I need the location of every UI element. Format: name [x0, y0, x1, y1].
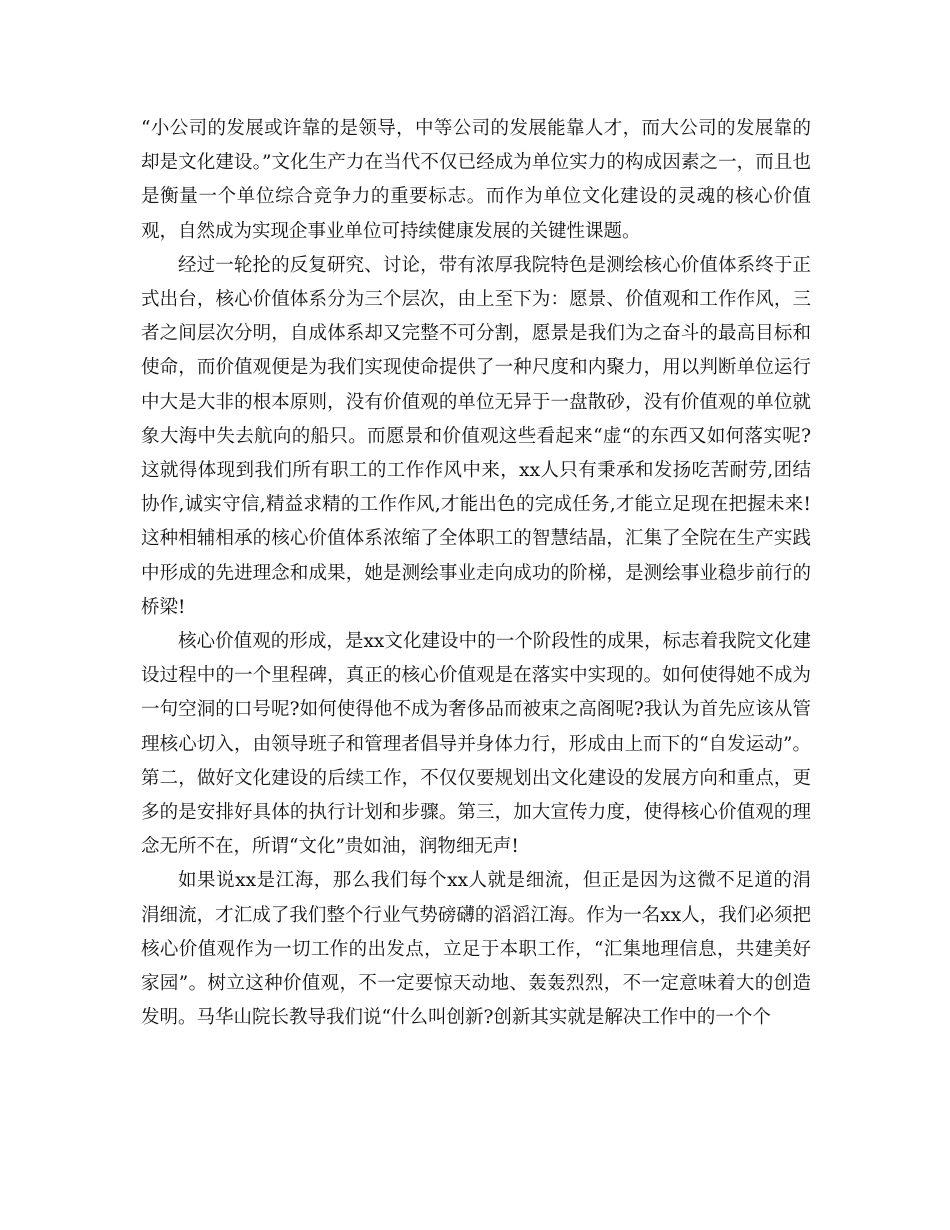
paragraph-1: “小公司的发展或许靠的是领导，中等公司的发展能靠人才，而大公司的发展靠的却是文化建设。”文化生产力在当代不仅已经成为单位实力的构成因素之一，而且也是衡量一个单位综合竞争力的重要标志。而作为单位文化建设的灵魂的核心价值观，自然成为实现企事业单位可持续健康发展的关键性课题。	[141, 118, 811, 242]
document-body	[141, 112, 811, 1035]
paragraph-4: 如果说xx是江海，那么我们每个xx人就是细流，但正是因为这微不足道的涓涓细流，才汇成了我们整个行业气势磅礴的滔滔江海。作为一名xx人，我们必须把核心价值观作为一切工作的出发点，立足于本职工作，“汇集地理信息，共建美好家园”。树立这种价值观，不一定要惊天动地、轰轰烈烈，不一定意味着大的创造发明。马华山院长教导我们说“什么叫创新?创新其实就是解决工作中的一个个	[141, 870, 811, 1029]
paragraph-2: 经过一轮抡的反复研究、讨论，带有浓厚我院特色是测绘核心价值体系终于正式出台，核心价值体系分为三个层次，由上至下为：愿景、价值观和工作作风，三者之间层次分明，自成体系却又完整不可分割，愿景是我们为之奋斗的最高目标和使命，而价值观便是为我们实现使命提供了一种尺度和内聚力，用以判断单位运行中大是大非的根本原则，没有价值观的单位无异于一盘散砂，没有价值观的单位就象大海中失去航向的船只。而愿景和价值观这些看起来“虚“的东西又如何落实呢?这就得体现到我们所有职工的工作作风中来，xx人只有秉承和发扬吃苦耐劳,团结协作,诚实守信,精益求精的工作作风,才能出色的完成任务,才能立足现在把握未来!这种相辅相承的核心价值体系浓缩了全体职工的智慧结晶，汇集了全院在生产实践中形成的先进理念和成果，她是测绘事业走向成功的阶梯，是测绘事业稳步前行的桥梁!	[141, 254, 811, 618]
paragraph-3: 核心价值观的形成，是xx文化建设中的一个阶段性的成果，标志着我院文化建设过程中的一个里程碑，真正的核心价值观是在落实中实现的。如何使得她不成为一句空洞的口号呢?如何使得他不成为奢侈品而被束之高阁呢?我认为首先应该从管理核心切入，由领导班子和管理者倡导并身体力行，形成由上而下的“自发运动”。第二，做好文化建设的后续工作，不仅仅要规划出文化建设的发展方向和重点，更多的是安排好具体的执行计划和步骤。第三，加大宣传力度，使得核心价值观的理念无所不在，所谓“文化”贵如油，润物细无声!	[141, 631, 811, 858]
